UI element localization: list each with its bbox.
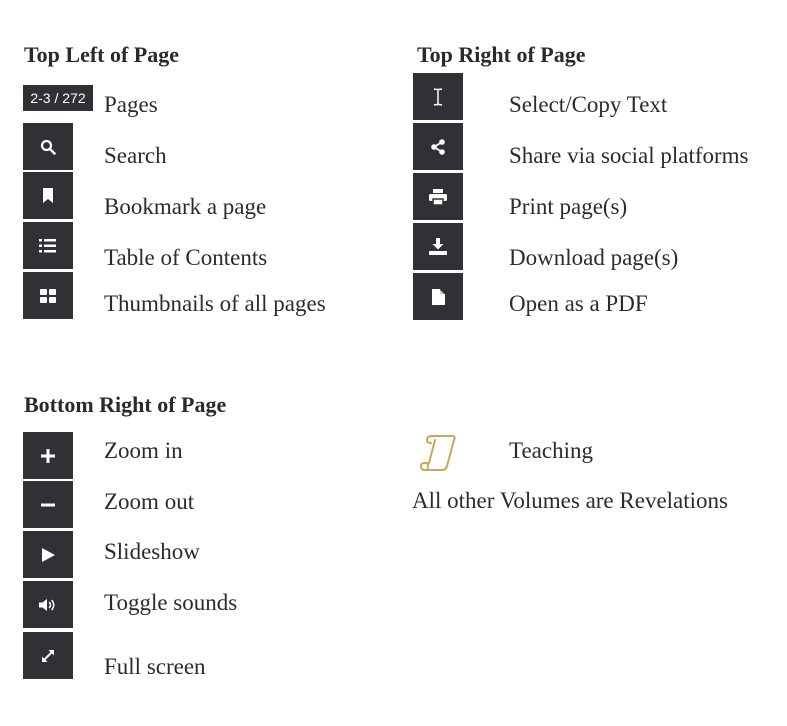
slideshow-button[interactable] [23,531,73,578]
pages-label: Pages [104,92,158,117]
teaching-label: Teaching [509,438,593,463]
grid-icon [40,289,56,303]
bookmark-icon [42,188,54,203]
slideshow-label: Slideshow [104,539,200,564]
bookmark-label: Bookmark a page [104,194,267,219]
toggle-sounds-button[interactable] [23,581,73,628]
bookmark-button[interactable] [23,172,73,219]
zoom-in-label: Zoom in [104,438,183,463]
print-icon [429,189,447,205]
table-of-contents-label: Table of Contents [104,245,268,270]
thumbnails-button[interactable] [23,272,73,319]
full-screen-button[interactable] [23,632,73,679]
revelations-note: All other Volumes are Revelations [412,488,728,513]
zoom-out-button[interactable] [23,481,73,528]
share-button[interactable] [413,123,463,170]
share-label: Share via social platforms [509,143,749,168]
list-icon [39,238,57,254]
search-label: Search [104,143,167,168]
scroll-icon [418,432,458,474]
top-right-heading: Top Right of Page [417,42,586,67]
select-text-label: Select/Copy Text [509,92,668,117]
search-icon [40,139,56,155]
full-screen-label: Full screen [104,654,206,679]
expand-icon [40,648,56,664]
select-text-button[interactable] [413,73,463,120]
table-of-contents-button[interactable] [23,222,73,269]
minus-icon [41,503,55,507]
text-cursor-icon [433,88,443,106]
print-button[interactable] [413,173,463,220]
file-icon [432,289,445,305]
thumbnails-label: Thumbnails of all pages [104,291,326,316]
zoom-in-button[interactable] [23,432,73,479]
download-button[interactable] [413,223,463,270]
pages-counter[interactable]: 2-3 / 272 [23,85,93,111]
download-label: Download page(s) [509,245,679,270]
download-icon [429,238,447,255]
speaker-icon [39,598,57,612]
play-icon [42,548,55,562]
top-left-heading: Top Left of Page [24,42,180,67]
open-pdf-label: Open as a PDF [509,291,648,316]
search-button[interactable] [23,123,73,170]
open-pdf-button[interactable] [413,273,463,320]
bottom-right-heading: Bottom Right of Page [24,392,227,417]
toggle-sounds-label: Toggle sounds [104,590,238,615]
share-icon [430,139,446,155]
print-label: Print page(s) [509,194,628,219]
zoom-out-label: Zoom out [104,489,195,514]
plus-icon [41,449,55,463]
